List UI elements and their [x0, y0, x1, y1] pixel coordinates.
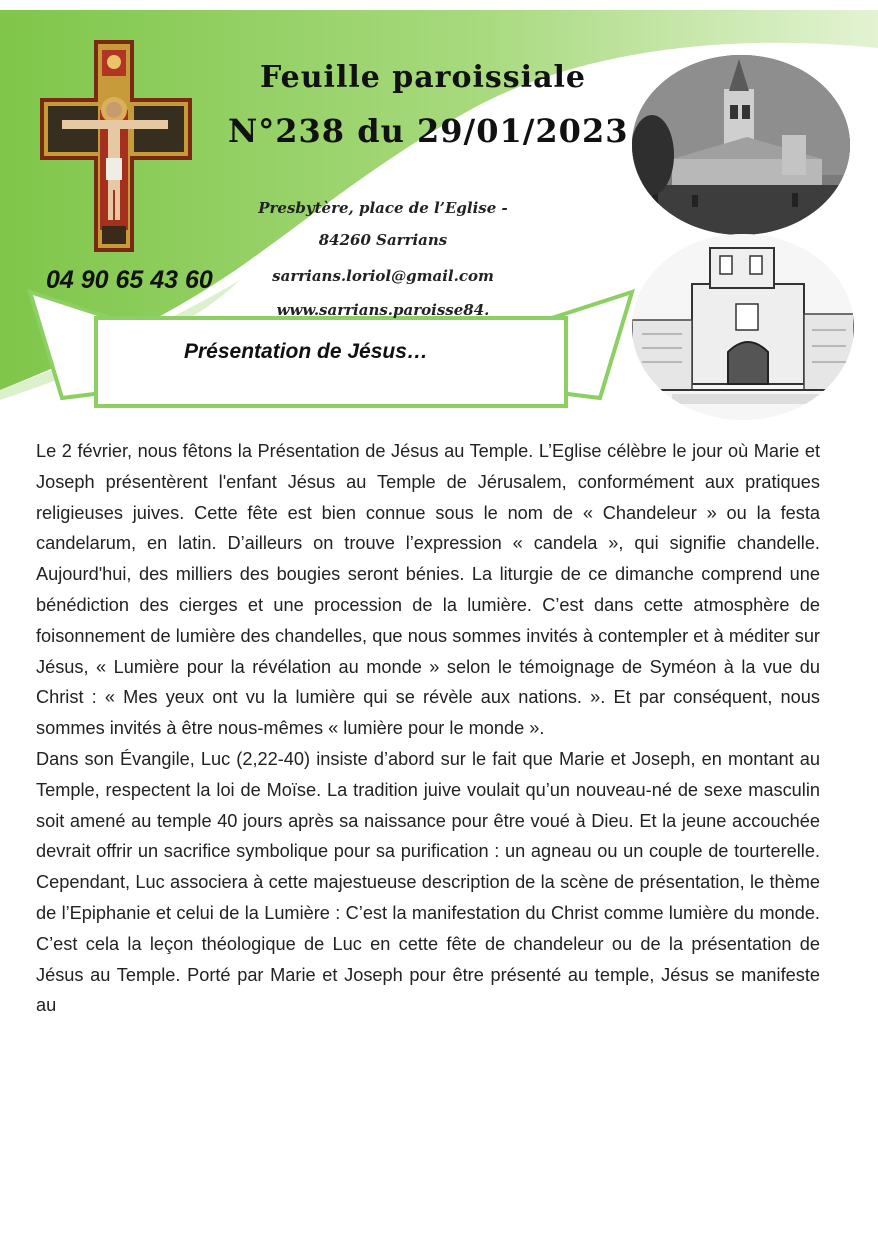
article-body: [36, 436, 820, 1021]
issue-number-date: N°238 du 29/01/2023: [228, 112, 629, 150]
website-link[interactable]: www.sarrians.paroisse84.: [276, 301, 490, 319]
email-address[interactable]: sarrians.loriol@gmail.com: [272, 267, 494, 285]
banner-title: Présentation de Jésus…: [184, 340, 428, 363]
crucifix-icon: [38, 40, 194, 254]
church-photo: [632, 55, 850, 235]
article-paragraph-2: Dans son Évangile, Luc (2,22-40) insiste d’abord sur le fait que Marie et Joseph, en montant au Temple, respectent la loi de Moïse. La tradition juive voulait qu’un nouveau-né de sexe masculin soit amené au temple 40 jours après sa naissance pour être voué à Dieu. Et la jeune accouchée devrait offrir un sacrifice symbolique pour sa purification : un agneau ou un couple de tourterelle. Cependant, Luc associera à cette majestueuse description de la scène de présentation, le thème de l’Epiphanie et celui de la Lumière : C’est la manifestation du Christ comme lumière du monde. C’est cela la leçon théologique de Luc en cette fête de chandeleur ou de la présentation de Jésus au Temple. Porté par Marie et Joseph pour être présenté au temple, Jésus se manifeste au: [36, 748, 820, 1016]
church-drawing-illustration: [632, 234, 854, 420]
newsletter-title: Feuille paroissiale: [259, 60, 586, 95]
church-photo-illustration: [632, 55, 850, 235]
church-drawing: [632, 234, 854, 420]
address-line-2: 84260 Sarrians: [318, 231, 448, 249]
phone-number: 04 90 65 43 60: [46, 266, 213, 294]
article-paragraph-1: Le 2 février, nous fêtons la Présentation de Jésus au Temple. L’Eglise célèbre le jour où Marie et Joseph présentèrent l'enfant Jésus au Temple de Jérusalem, conformément aux pratiques religieuses juives. Cette fête est bien connue sous le nom de « Chandeleur » ou la festa candelarum, en latin. D’ailleurs on trouve l’expression « candela », qui signifie chandelle. Aujourd'hui, des milliers des bougies seront bénies. La liturgie de ce dimanche comprend une bénédiction des cierges et une procession de la lumière. C’est dans cette atmosphère de foisonnement de lumière des chandelles, que nous sommes invités à contempler et à méditer sur Jésus, « Lumière pour la révélation au monde » selon le témoignage de Syméon à la vue du Christ : « Mes yeux ont vu la lumière qui se révèle aux nations. ». Et par conséquent, nous sommes invités à être nous-mêmes « lumière pour le monde ».: [36, 441, 820, 739]
address-line-1: Presbytère, place de l’Eglise -: [258, 199, 508, 217]
